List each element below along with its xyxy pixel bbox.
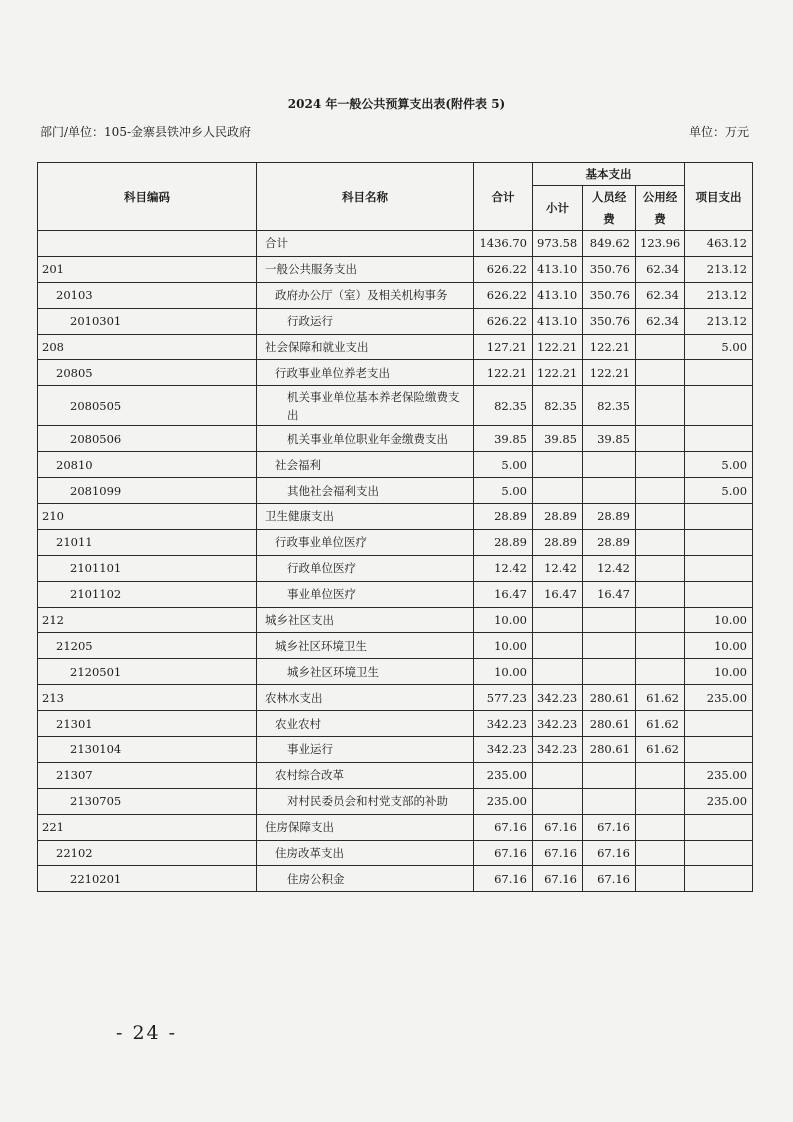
table-row — [38, 334, 753, 360]
public-cell — [636, 788, 685, 814]
code-cell: 2081099 — [38, 478, 257, 504]
header-name: 科目名称 — [257, 163, 474, 231]
personnel-cell — [583, 633, 636, 659]
name-cell: 住房公积金 — [257, 866, 474, 892]
subtotal-cell: 413.10 — [533, 256, 583, 282]
project-cell — [685, 866, 753, 892]
table-row — [38, 659, 753, 685]
name-cell: 行政单位医疗 — [257, 555, 474, 581]
subtotal-cell: 67.16 — [533, 840, 583, 866]
project-cell: 235.00 — [685, 685, 753, 711]
header-total: 合计 — [474, 163, 533, 231]
code-cell: 2080505 — [38, 386, 257, 426]
public-cell — [636, 426, 685, 452]
personnel-cell — [583, 659, 636, 685]
project-cell — [685, 426, 753, 452]
personnel-cell: 280.61 — [583, 737, 636, 763]
project-cell: 213.12 — [685, 282, 753, 308]
subtotal-cell: 413.10 — [533, 308, 583, 334]
code-cell: 212 — [38, 607, 257, 633]
header-public: 公用经费 — [636, 186, 685, 231]
code-cell: 2130705 — [38, 788, 257, 814]
name-cell: 其他社会福利支出 — [257, 478, 474, 504]
project-cell — [685, 386, 753, 426]
subtotal-cell — [533, 659, 583, 685]
personnel-cell — [583, 452, 636, 478]
total-cell: 626.22 — [474, 308, 533, 334]
table-row — [38, 386, 753, 426]
total-cell: 16.47 — [474, 581, 533, 607]
total-cell: 235.00 — [474, 788, 533, 814]
code-cell: 213 — [38, 685, 257, 711]
public-cell — [636, 452, 685, 478]
table-row — [38, 581, 753, 607]
total-cell: 342.23 — [474, 737, 533, 763]
personnel-cell: 12.42 — [583, 555, 636, 581]
total-cell: 577.23 — [474, 685, 533, 711]
table-row — [38, 308, 753, 334]
name-cell: 社会保障和就业支出 — [257, 334, 474, 360]
public-cell — [636, 633, 685, 659]
personnel-cell: 122.21 — [583, 334, 636, 360]
subtotal-cell — [533, 607, 583, 633]
table-row — [38, 633, 753, 659]
name-cell: 政府办公厅（室）及相关机构事务 — [257, 282, 474, 308]
personnel-cell — [583, 762, 636, 788]
subtotal-cell — [533, 788, 583, 814]
table-row — [38, 231, 753, 257]
name-cell: 机关事业单位职业年金缴费支出 — [257, 426, 474, 452]
project-cell — [685, 581, 753, 607]
unit-label: 单位：万元 — [689, 125, 750, 139]
public-cell — [636, 581, 685, 607]
personnel-cell — [583, 607, 636, 633]
personnel-cell: 28.89 — [583, 504, 636, 530]
name-cell: 行政运行 — [257, 308, 474, 334]
total-cell: 1436.70 — [474, 231, 533, 257]
public-cell — [636, 814, 685, 840]
personnel-cell: 280.61 — [583, 711, 636, 737]
total-cell: 5.00 — [474, 478, 533, 504]
personnel-cell: 280.61 — [583, 685, 636, 711]
name-cell: 机关事业单位基本养老保险缴费支出 — [257, 386, 474, 426]
subtotal-cell — [533, 478, 583, 504]
table-row — [38, 788, 753, 814]
table-row — [38, 607, 753, 633]
name-cell: 行政事业单位养老支出 — [257, 360, 474, 386]
personnel-cell: 67.16 — [583, 840, 636, 866]
code-cell: 21011 — [38, 529, 257, 555]
total-cell: 235.00 — [474, 762, 533, 788]
code-cell: 2101102 — [38, 581, 257, 607]
subtotal-cell — [533, 762, 583, 788]
total-cell: 626.22 — [474, 282, 533, 308]
subtotal-cell: 413.10 — [533, 282, 583, 308]
name-cell: 卫生健康支出 — [257, 504, 474, 530]
subtotal-cell: 973.58 — [533, 231, 583, 257]
public-cell — [636, 866, 685, 892]
total-cell: 39.85 — [474, 426, 533, 452]
code-cell: 2130104 — [38, 737, 257, 763]
public-cell — [636, 386, 685, 426]
subtotal-cell: 39.85 — [533, 426, 583, 452]
header-project: 项目支出 — [685, 163, 753, 231]
table-row — [38, 478, 753, 504]
table-row — [38, 504, 753, 530]
name-cell: 事业运行 — [257, 737, 474, 763]
subtotal-cell: 342.23 — [533, 685, 583, 711]
header-basic: 基本支出 — [533, 163, 685, 186]
table-row — [38, 555, 753, 581]
personnel-cell — [583, 478, 636, 504]
table-row — [38, 360, 753, 386]
code-cell: 208 — [38, 334, 257, 360]
personnel-cell: 350.76 — [583, 256, 636, 282]
code-cell: 201 — [38, 256, 257, 282]
personnel-cell: 39.85 — [583, 426, 636, 452]
subtotal-cell: 122.21 — [533, 334, 583, 360]
public-cell — [636, 555, 685, 581]
public-cell — [636, 360, 685, 386]
personnel-cell: 16.47 — [583, 581, 636, 607]
project-cell: 213.12 — [685, 256, 753, 282]
personnel-cell: 849.62 — [583, 231, 636, 257]
subtotal-cell: 122.21 — [533, 360, 583, 386]
project-cell — [685, 360, 753, 386]
total-cell: 10.00 — [474, 633, 533, 659]
table-row — [38, 426, 753, 452]
table-row — [38, 256, 753, 282]
subtotal-cell: 342.23 — [533, 711, 583, 737]
name-cell: 城乡社区环境卫生 — [257, 633, 474, 659]
name-cell: 农村综合改革 — [257, 762, 474, 788]
budget-table — [37, 162, 753, 892]
code-cell: 21301 — [38, 711, 257, 737]
personnel-cell: 122.21 — [583, 360, 636, 386]
name-cell: 社会福利 — [257, 452, 474, 478]
total-cell: 67.16 — [474, 840, 533, 866]
public-cell — [636, 659, 685, 685]
table-row — [38, 529, 753, 555]
header-code: 科目编码 — [38, 163, 257, 231]
project-cell: 10.00 — [685, 659, 753, 685]
code-cell: 221 — [38, 814, 257, 840]
name-cell: 住房保障支出 — [257, 814, 474, 840]
project-cell: 5.00 — [685, 334, 753, 360]
public-cell: 62.34 — [636, 282, 685, 308]
code-cell: 22102 — [38, 840, 257, 866]
subtotal-cell: 342.23 — [533, 737, 583, 763]
code-cell: 21307 — [38, 762, 257, 788]
project-cell — [685, 504, 753, 530]
name-cell: 事业单位医疗 — [257, 581, 474, 607]
subtotal-cell: 16.47 — [533, 581, 583, 607]
table-row — [38, 282, 753, 308]
project-cell — [685, 737, 753, 763]
personnel-cell — [583, 788, 636, 814]
personnel-cell: 67.16 — [583, 866, 636, 892]
subtotal-cell: 28.89 — [533, 529, 583, 555]
code-cell: 2010301 — [38, 308, 257, 334]
total-cell: 67.16 — [474, 866, 533, 892]
public-cell: 61.62 — [636, 737, 685, 763]
total-cell: 127.21 — [474, 334, 533, 360]
department-label: 部门/单位：105-金寨县铁冲乡人民政府 — [40, 125, 252, 139]
public-cell: 62.34 — [636, 308, 685, 334]
project-cell — [685, 529, 753, 555]
header-personnel: 人员经费 — [583, 186, 636, 231]
name-cell: 行政事业单位医疗 — [257, 529, 474, 555]
table-row — [38, 685, 753, 711]
project-cell: 213.12 — [685, 308, 753, 334]
project-cell — [685, 814, 753, 840]
personnel-cell: 82.35 — [583, 386, 636, 426]
code-cell: 2210201 — [38, 866, 257, 892]
public-cell: 123.96 — [636, 231, 685, 257]
subtotal-cell — [533, 633, 583, 659]
name-cell: 一般公共服务支出 — [257, 256, 474, 282]
project-cell: 235.00 — [685, 788, 753, 814]
public-cell — [636, 607, 685, 633]
name-cell: 对村民委员会和村党支部的补助 — [257, 788, 474, 814]
table-row — [38, 452, 753, 478]
personnel-cell: 350.76 — [583, 282, 636, 308]
total-cell: 12.42 — [474, 555, 533, 581]
name-cell: 城乡社区支出 — [257, 607, 474, 633]
code-cell: 21205 — [38, 633, 257, 659]
project-cell — [685, 711, 753, 737]
subtotal-cell: 28.89 — [533, 504, 583, 530]
page-number: - 24 - — [116, 1022, 178, 1044]
public-cell: 62.34 — [636, 256, 685, 282]
public-cell — [636, 840, 685, 866]
name-cell: 农林水支出 — [257, 685, 474, 711]
public-cell — [636, 478, 685, 504]
public-cell: 61.62 — [636, 711, 685, 737]
code-cell: 20810 — [38, 452, 257, 478]
subtotal-cell: 12.42 — [533, 555, 583, 581]
total-cell: 28.89 — [474, 504, 533, 530]
total-cell: 28.89 — [474, 529, 533, 555]
code-cell: 2120501 — [38, 659, 257, 685]
project-cell — [685, 555, 753, 581]
table-title: 2024 年一般公共预算支出表(附件表 5) — [287, 97, 506, 111]
public-cell — [636, 762, 685, 788]
project-cell: 463.12 — [685, 231, 753, 257]
personnel-cell: 350.76 — [583, 308, 636, 334]
subtotal-cell — [533, 452, 583, 478]
total-cell: 10.00 — [474, 607, 533, 633]
public-cell: 61.62 — [636, 685, 685, 711]
name-cell: 农业农村 — [257, 711, 474, 737]
total-cell: 626.22 — [474, 256, 533, 282]
table-row — [38, 814, 753, 840]
public-cell — [636, 504, 685, 530]
project-cell: 5.00 — [685, 478, 753, 504]
project-cell: 235.00 — [685, 762, 753, 788]
name-cell: 住房改革支出 — [257, 840, 474, 866]
header-subtotal: 小计 — [533, 186, 583, 231]
subtotal-cell: 67.16 — [533, 866, 583, 892]
total-cell: 82.35 — [474, 386, 533, 426]
public-cell — [636, 334, 685, 360]
project-cell — [685, 840, 753, 866]
table-row — [38, 762, 753, 788]
name-cell: 合计 — [257, 231, 474, 257]
public-cell — [636, 529, 685, 555]
total-cell: 5.00 — [474, 452, 533, 478]
table-row — [38, 840, 753, 866]
table-body — [38, 231, 753, 892]
subtotal-cell: 67.16 — [533, 814, 583, 840]
total-cell: 342.23 — [474, 711, 533, 737]
total-cell: 67.16 — [474, 814, 533, 840]
code-cell: 2080506 — [38, 426, 257, 452]
code-cell: 2101101 — [38, 555, 257, 581]
project-cell: 5.00 — [685, 452, 753, 478]
personnel-cell: 67.16 — [583, 814, 636, 840]
name-cell: 城乡社区环境卫生 — [257, 659, 474, 685]
code-cell: 20103 — [38, 282, 257, 308]
table-row — [38, 737, 753, 763]
total-cell: 122.21 — [474, 360, 533, 386]
subtotal-cell: 82.35 — [533, 386, 583, 426]
personnel-cell: 28.89 — [583, 529, 636, 555]
project-cell: 10.00 — [685, 633, 753, 659]
project-cell: 10.00 — [685, 607, 753, 633]
total-cell: 10.00 — [474, 659, 533, 685]
table-row — [38, 711, 753, 737]
code-cell — [38, 231, 257, 257]
code-cell: 20805 — [38, 360, 257, 386]
table-row — [38, 866, 753, 892]
code-cell: 210 — [38, 504, 257, 530]
